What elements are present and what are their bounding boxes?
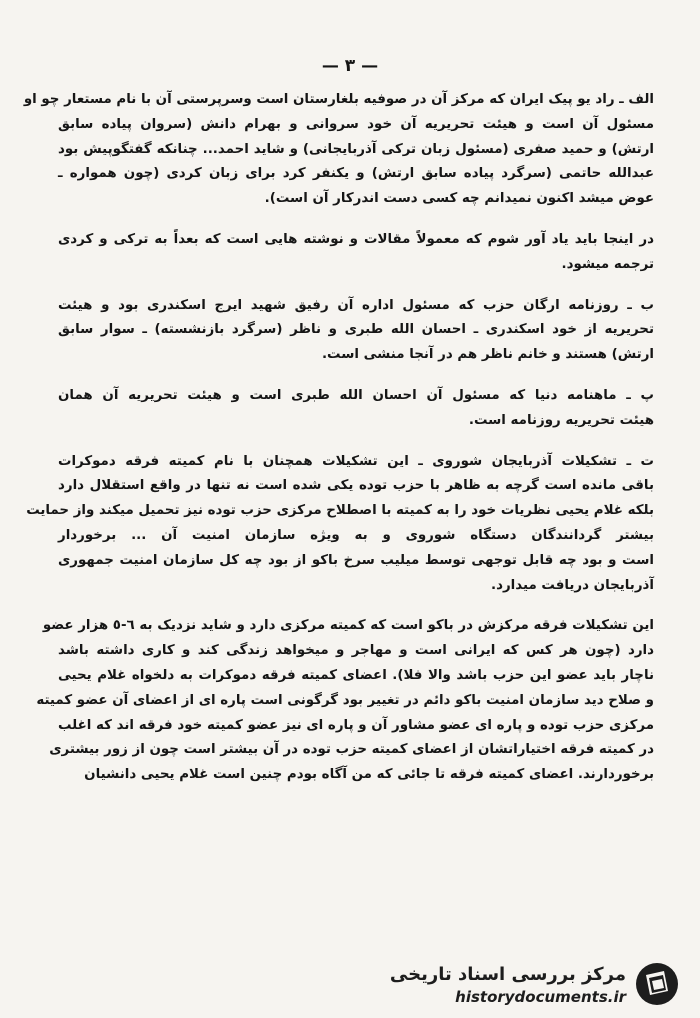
paragraph [58,294,654,368]
text-line: عبدالله حاتمی (سرگرد پیاده سابق ارتش) و یکنفر کرد برای زبان کردی (چون همواره ـ [58,166,654,182]
text-line: برخوردارند. اعضای کمیته فرقه تا جائی که من آگاه بودم چنین است غلام یحیی دانشیان [84,767,654,783]
text-line: این تشکیلات فرقه مرکزش در باکو است که کمیته مرکزی دارد و شاید نزدیک به ٦-٥ هزار عضو [42,618,654,634]
paragraph-gap [58,212,654,228]
text-line: ارتش) هستند و خانم ناظر هم در آنجا منشی است. [321,347,654,363]
text-line: و صلاح دید سازمان امنیت باکو دائم در تغییر بود گرگونی است پاره ای از اعضای آن عضو کمیته [36,692,654,708]
text-line: ناچار باید عضو این حزب باشد والا فلا). اعضای کمیته فرقه دموکرات به دلخواه غلام یحیی [58,667,654,683]
paragraph [58,384,654,434]
paragraph-gap [58,434,654,450]
text-line: ت ـ تشکیلات آذربایجان شوروی ـ این تشکیلات همچنان با نام کمیته فرقه دموکرات [58,453,654,469]
text-line: پ ـ ماهنامه دنیا که مسئول آن احسان الله طبری است و هیئت تحریریه آن همان [58,387,654,403]
text-line: ب ـ روزنامه ارگان حزب که مسئول اداره آن رفیق شهید ایرج اسکندری بود و هیئت [58,297,654,313]
text-line: است و بود چه قابل توجهی توسط میلیب سرخ باکو از بود چه کل سازمان امنیت جمهوری [58,552,654,568]
text-line: مرکزی حزب توده و پاره ای عضو مشاور آن و پاره ای نیز عضو کمیته خود فرقه اند که اغلب [58,717,654,733]
text-line: در کمیته فرقه اختیاراتشان از اعضای کمیته حزب توده در آن بیشتر است چون از زور بیشتری [49,742,654,758]
text-line: مسئول آن است و هیئت تحریریه آن خود سروانی و بهرام دانش (سروان پیاده سابق [58,116,654,132]
paragraph-gap [58,278,654,294]
text-line: باقی مانده است گرچه به ظاهر با حزب توده یکی شده است نه تنها در واقع استقلال دارد [58,478,654,494]
text-line: الف ـ راد یو پیک ایران که مرکز آن در صوفیه بلغارستان است وسرپرستی آن با نام مستعار چو او [23,92,654,107]
watermark [386,958,686,1012]
text-line: ترجمه میشود. [561,256,654,272]
paragraph-gap [58,368,654,384]
watermark-title: مرکز بررسی اسناد تاریخی [389,964,626,985]
text-line: هیئت تحریریه روزنامه است. [468,412,654,428]
paragraph [23,88,654,212]
paragraph [26,450,654,599]
text-line: بلکه غلام یحیی نظریات خود را به کمیته با اصطلاح مرکزی حزب توده نیز تحمیل میکند واز حمایت [26,503,654,519]
text-line: تحریریه از خود اسکندری ـ احسان الله طبری و ناظر (سرگرد بازنشسته) ـ سوار سابق [58,322,654,338]
archive-logo-icon [634,961,680,1007]
page-number: — ٣ — [321,56,379,76]
text-line: عوض میشد اکنون نمیدانم چه کسی دست اندرکار آن است). [264,191,654,207]
paragraph [36,614,654,788]
paragraph-gap [58,598,654,614]
text-line: بیشتر گردانندگان دستگاه شوروی و به ویژه سازمان امنیت آن ... برخوردار [58,527,654,543]
paragraph [58,228,654,278]
text-line: ارتش) و حمید صفری (مسئول زبان ترکی آذربایجانی) و شاید احمد... چنانکه گفتگوپیش بود [58,141,654,157]
text-line: در اینجا باید یاد آور شوم که معمولاً مقالات و نوشته هایی است که بعداً به ترکی و کردی [58,231,654,247]
watermark-url: historydocuments.ir [455,988,626,1006]
text-line: دارد (چون هر کس که ایرانی است و مهاجر و میخواهد زندگی کند و کاری داشته باشد [58,643,654,659]
text-line: آذربایجان دریافت میدارد. [490,577,654,593]
document-body [23,88,654,788]
